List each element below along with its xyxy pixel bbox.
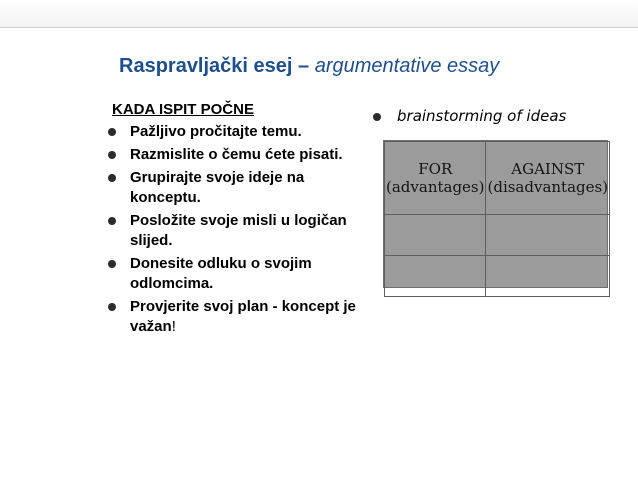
bullet-icon	[373, 113, 381, 121]
table-cell	[486, 256, 610, 297]
table-cell	[385, 256, 486, 297]
list-item: Pažljivo pročitajte temu.	[104, 122, 374, 142]
table-cell	[385, 215, 486, 256]
bullet-icon	[108, 128, 116, 136]
steps-list	[104, 122, 374, 337]
bullet-icon	[108, 151, 116, 159]
brainstorm-bullet	[371, 107, 611, 125]
bullet-icon	[108, 217, 116, 225]
exclamation: !	[171, 318, 176, 335]
list-item: Posložite svoje misli u logičan slijed.	[104, 211, 374, 251]
bullet-icon	[108, 260, 116, 268]
list-item: Provjerite svoj plan - koncept je važan!	[104, 297, 374, 337]
list-item: Razmislite o čemu ćete pisati.	[104, 145, 374, 165]
list-item: Donesite odluku o svojim odlomcima.	[104, 254, 374, 294]
for-against-table	[383, 140, 608, 288]
bullet-icon	[108, 174, 116, 182]
table-cell	[486, 215, 610, 256]
header-band	[0, 0, 638, 28]
title-bold: Raspravljački esej –	[119, 55, 310, 77]
for-header: FOR (advantages)	[385, 142, 486, 215]
list-item: Grupirajte svoje ideje na konceptu.	[104, 168, 374, 208]
against-header: AGAINST (disadvantages)	[486, 142, 610, 215]
exam-heading: KADA ISPIT POČNE	[112, 101, 254, 118]
slide-title	[119, 55, 619, 78]
left-column	[104, 101, 374, 340]
bullet-icon	[108, 303, 116, 311]
brainstorm-text: brainstorming of ideas	[397, 107, 567, 125]
title-italic: argumentative essay	[314, 55, 500, 77]
